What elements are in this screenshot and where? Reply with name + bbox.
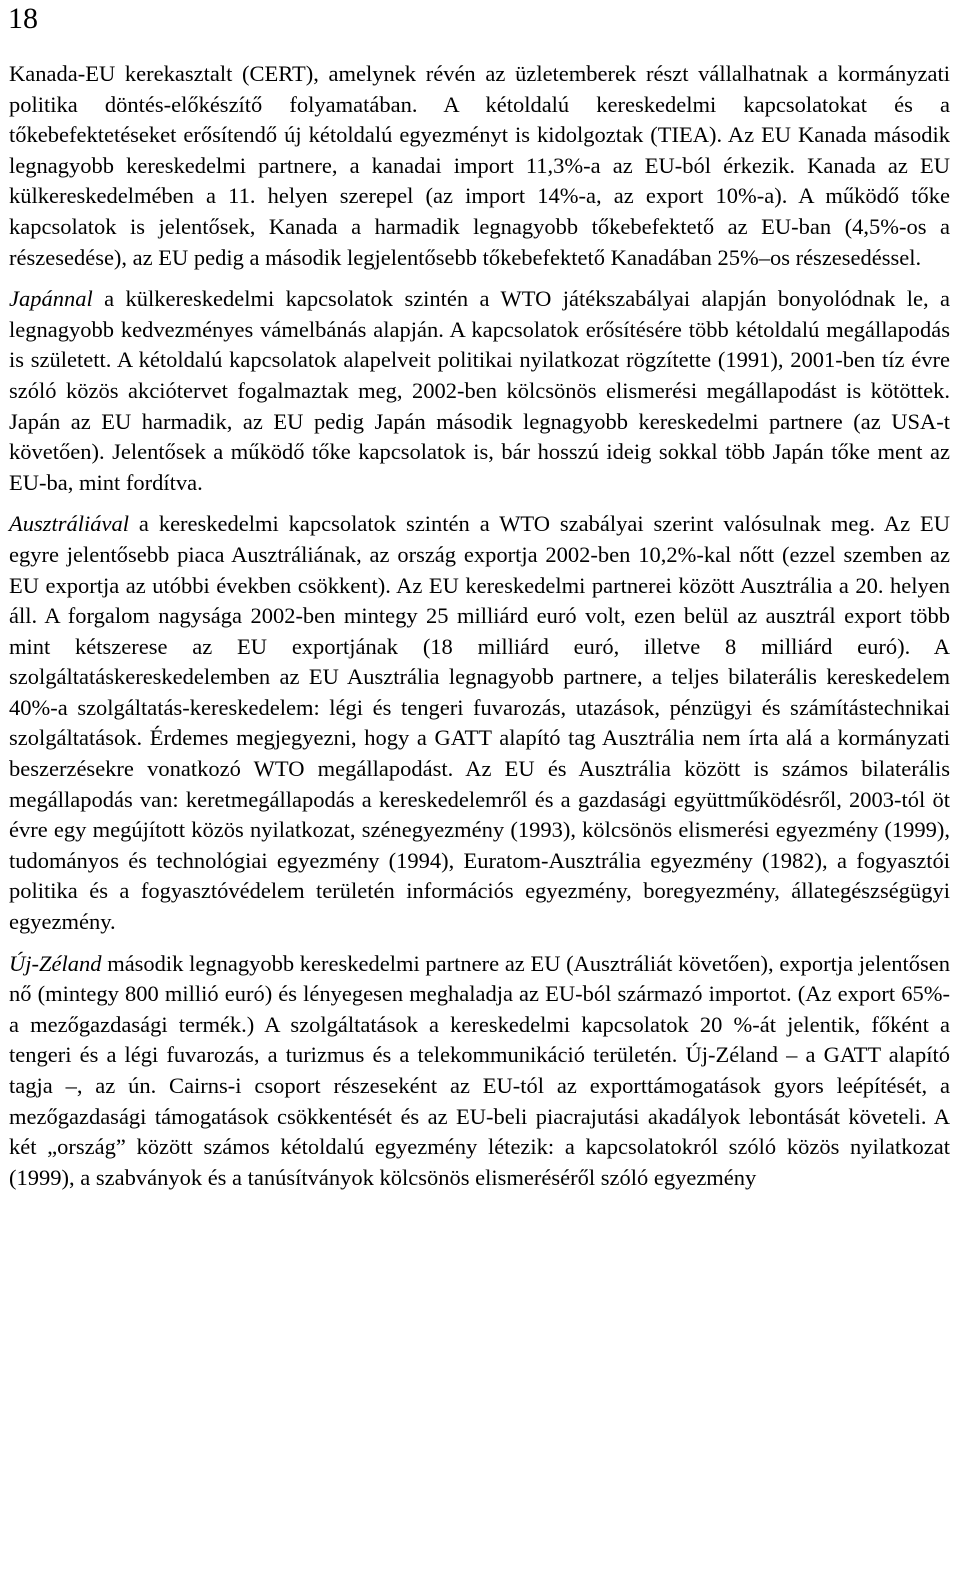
paragraph-text: a kereskedelmi kapcsolatok szintén a WTO szabályai szerint valósulnak meg. Az EU egyre jelentősebb piaca Ausztráliának, az ország exportja 2002-ben 10,2%-kal nőtt (ezzel szemben az EU exportja az utóbbi években csökkent). Az EU kereskedelmi partnerei között Ausztrália a 20. helyen áll. A forgalom nagysága 2002-ben mintegy 25 milliárd euró volt, ezen belül az ausztrál export több mint kétszerese az EU exportjának (18 milliárd euró, illetve 8 milliárd euró). A szolgáltatáskereskedelemben az EU Ausztrália legnagyobb partnere, a teljes bilaterális kereskedelem 40%-a szolgáltatás-kereskedelem: légi és tengeri fuvarozás, utazások, pénzügyi és számítástechnikai szolgáltatások. Érdemes megjegyezni, hogy a GATT alapító tag Ausztrália nem írta alá a kormányzati beszerzésekre vonatkozó WTO megállapodást. Az EU és Ausztrália között is számos bilaterális megállapodás van: keretmegállapodás a kereskedelemről és a gazdasági együttműködésről, 2003-tól öt évre egy megújított közös nyilatkozat, szénegyezmény (1993), kölcsönös elismerési egyezmény (1999), tudományos és technológiai egyezmény (1994), Euratom-Ausztrália egyezmény (1982), a fogyasztói politika és a fogyasztóvédelem területén információs egyezmény, boregyezmény, állategészségügyi egyezmény. [9,511,950,935]
paragraph-lead-australia: Ausztráliával [9,511,130,537]
paragraph-text: a külkereskedelmi kapcsolatok szintén a WTO játékszabályai alapján bonyolódnak le, a legnagyobb kedvezményes vámelbánás alapján. A kapcsolatok erősítésére több kétoldalú megállapodás is született. A kétoldalú kapcsolatok alapelveit politikai nyilatkozat rögzítette (1991), 2001-ben tíz évre szóló közös akciótervet fogalmaztak meg, 2002-ben kölcsönös elismerési megállapodást is kötöttek. Japán az EU harmadik, az EU pedig Japán második legnagyobb kereskedelmi partnere (az USA-t követően). Jelentősek a működő tőke kapcsolatok is, bár hosszú ideig sokkal több Japán tőke ment az EU-ba, mint fordítva. [9,286,950,495]
paragraph-text: második legnagyobb kereskedelmi partnere az EU (Ausztráliát követően), exportja jelentősen nő (mintegy 800 millió euró) és lényegesen meghaladja az EU-ból származó importot. (Az export 65%-a mezőgazdasági termék.) A szolgáltatások a kereskedelmi kapcsolatok 20 %-át jelentik, főként a tengeri és a légi fuvarozás, a turizmus és a telekommunikáció területén. Új-Zéland – a GATT alapító tagja –, az ún. Cairns-i csoport részeseként az EU-tól az exporttámogatások gyors leépítését, a mezőgazdasági támogatások csökkentését és az EU-beli piacrajutási akadályok lebontását követeli. A két „ország” között számos kétoldalú egyezmény létezik: a kapcsolatokról szóló közös nyilatkozat (1999), a szabványok és a tanúsítványok kölcsönös elismeréséről szóló egyezmény [9,950,950,1190]
document-body [9,59,950,1193]
paragraph-japan [9,284,950,498]
page-number: 18 [8,2,38,35]
paragraph-text: Kanada-EU kerekasztalt (CERT), amelynek révén az üzletemberek részt vállalhatnak a kormányzati politika döntés-előkészítő folyamatában. A kétoldalú kereskedelmi kapcsolatokat és a tőkebefektetéseket erősítendő új kétoldalú egyezményt is kidolgoztak (TIEA). Az EU Kanada második legnagyobb kereskedelmi partnere, a kanadai import 11,3%-a az EU-ból érkezik. Kanada az EU külkereskedelmében a 11. helyen szerepel (az import 14%-a, az export 10%-a). A működő tőke kapcsolatok is jelentősek, Kanada a harmadik legnagyobb tőkebefektető az EU-ban (4,5%-os a részesedése), az EU pedig a második legjelentősebb tőkebefektető Kanadában 25%–os részesedéssel. [9,61,950,270]
paragraph-canada [9,59,950,273]
paragraph-new-zealand [9,949,950,1194]
paragraph-australia [9,509,950,937]
paragraph-lead-new-zealand: Új-Zéland [9,950,102,976]
paragraph-lead-japan: Japánnal [9,286,93,312]
